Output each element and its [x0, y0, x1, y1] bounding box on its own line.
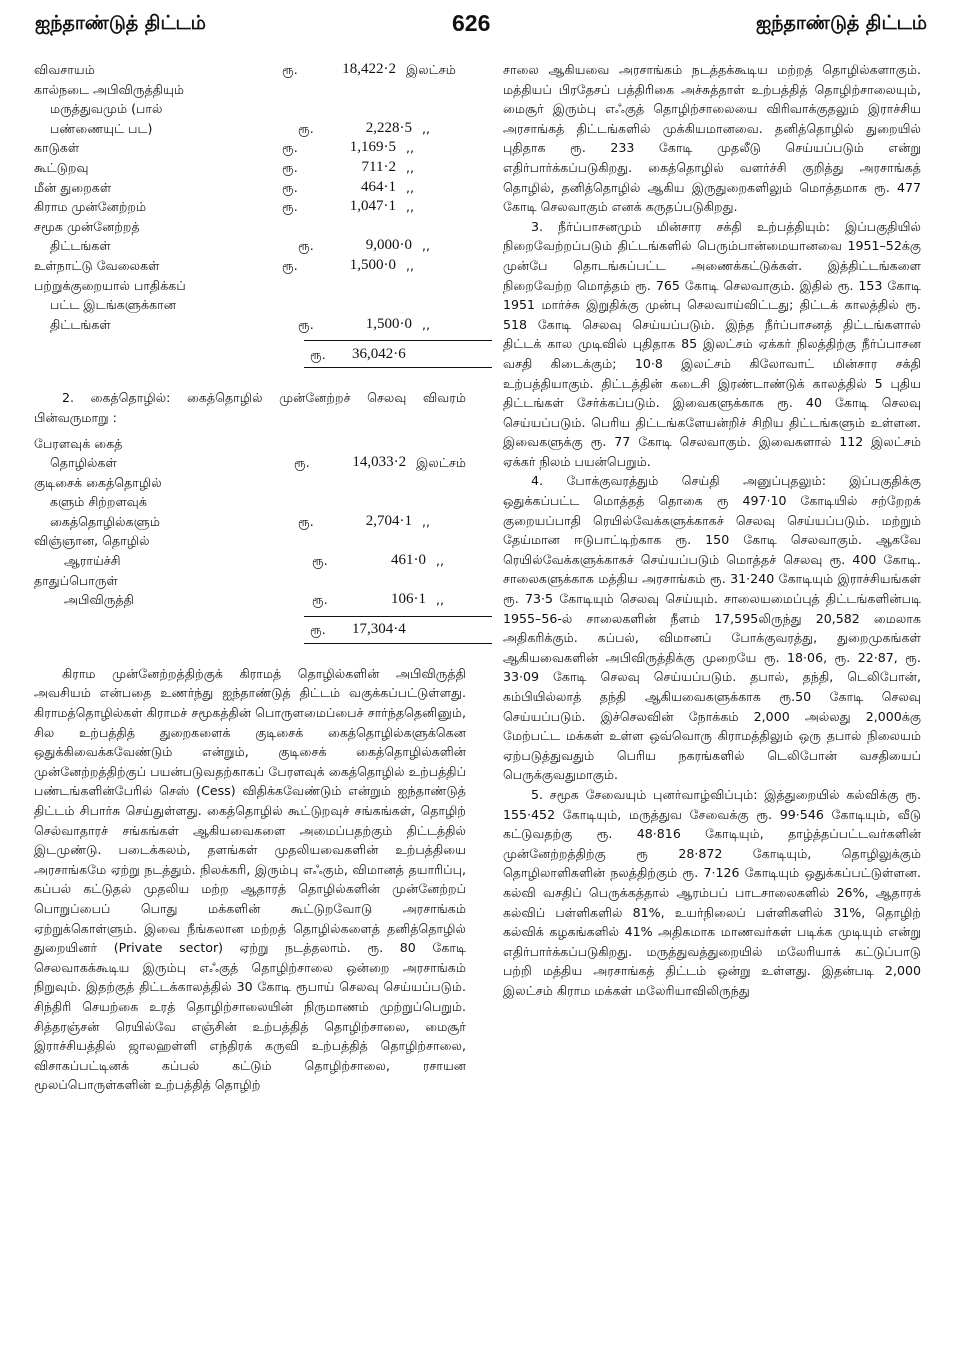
row-unit: [418, 492, 466, 512]
row-value: [340, 295, 418, 315]
table-total-row: [304, 340, 492, 368]
row-label: திட்டங்கள்: [50, 238, 111, 254]
table-row: [34, 119, 466, 139]
row-value: 1,500·0: [365, 315, 412, 332]
table-row: [34, 60, 466, 80]
row-label: பண்ணையுட் பட): [50, 120, 153, 136]
section-paragraph-social-service: 5. சமூக சேவையும் புனர்வாழ்விப்பும்: இத்துறையில் கல்விக்கு ரூ. 155·452 கோடியும், மருத்துவ சேவைக்கு ரூ. 99·546 கோடியும், வீடு கட்டுவதற்கு ரூ. 48·816 கோடியும், தாழ்த்தப்பட்டவர்களின் முன்னேற்றத்திற்கு ரூ 28·872 கோடியும், தொழிலுக்கும் தொழிலாளிகளின் நலத்திற்கும் ரூ. 7·126 கோடியும் ஒதுக்கப்பட்டுள்ளன. கல்வி வசதிப் பெருக்கத்தால் ஆரம்பப் பாடசாலைகளில் 26%, ஆதாரக் கல்விப் பள்ளிகளில் 81%, உயர்நிலைப் பள்ளிகளில் 31%, தொழிற் கல்விக் கழகங்களில் 41% அதிகமாக மாணவர்கள் படிக்க முடியும் என்று எதிர்பார்க்கப்படுகிறது. மருத்துவத்துறையில் மலேரியாக் கட்டுப்பாடு பற்றி மத்திய அரசாங்கத் திட்டம் ஒன்று உள்ளது. இதன்படி 2,000 இலட்சம் கிராம மக்கள் மலேரியாவிலிருந்து: [503, 786, 921, 998]
row-value: 1,500·0: [349, 256, 396, 273]
row-currency: ரூ.: [298, 120, 314, 136]
row-label: ஆராய்ச்சி: [64, 553, 121, 569]
row-unit: [418, 99, 466, 119]
row-label: விஞ்ஞான, தொழில்: [34, 533, 150, 549]
row-label: விவசாயம்: [34, 62, 95, 77]
row-currency: ரூ.: [312, 592, 328, 608]
row-unit: ,,: [436, 592, 445, 608]
row-label: சமூக முன்னேற்றத்: [34, 218, 140, 234]
row-currency: ரூ.: [282, 257, 298, 273]
row-unit: ,,: [406, 140, 415, 156]
right-column: [503, 60, 921, 1001]
row-currency: [298, 295, 340, 315]
section-paragraph-irrigation: 3. நீர்ப்பாசனமும் மின்சார சக்தி உற்பத்தியும்: இப்பகுதியில் நிறைவேற்றப்படும் திட்டங்களில் பெரும்பான்மையானவை 1951–52க்கு முன்பே தொடங்கப்பட்ட அணைக்கட்டுக்கள். இத்திட்டங்களை நிறைவேற்ற மொத்தம் ரூ. 765 கோடி செலவாகும். இதில் ரூ. 153 கோடி 1951 மார்ச்சு இறுதிக்கு முன்பு செலவாய்விட்டது; திட்டக் காலத்தில் ரூ. 518 கோடி செலவு செய்யப்படும். இந்த நீர்ப்பாசனத் திட்டங்களால் திட்டக் கால முடிவில் புதிதாக 85 இலட்சம் ஏக்கர் நிலத்திற்கு நீர்ப்பாசன வசதி கிடைக்கும்; 10·8 இலட்சம் கிலோவாட் மின்சார சக்தி உற்பத்தியாகும். திட்டத்தின் கடைசி இரண்டாண்டுக் காலத்தில் 5 புதிய திட்டங்கள் சேர்க்கப்படும். இவைகளுக்காக ரூ. 40 கோடி செலவு செய்யப்படும். பெரிய திட்டங்களேயன்றிச் சிறிய திட்டங்களும் உள்ளன. இவைகளுக்கு ரூ. 77 கோடி செலவாகும். இவைகளால் 112 இலட்சம் ஏக்கர் நிலம் பயன்பெறும்.: [503, 218, 921, 469]
row-label: மீன் துறைகள்: [34, 179, 112, 195]
row-unit: [402, 434, 466, 454]
row-unit: ,,: [436, 553, 445, 569]
section-heading-industry: 2. கைத்தொழில்: கைத்தொழில் முன்னேற்றச் செலவு விவரம் பின்வருமாறு :: [34, 390, 466, 425]
row-label: அபிவிருத்தி: [64, 592, 135, 608]
row-currency: ரூ.: [282, 140, 298, 156]
row-value: [324, 571, 402, 591]
expense-table-industry: [34, 434, 466, 610]
row-currency: ரூ.: [298, 238, 314, 254]
row-value: 2,228·5: [365, 119, 412, 136]
table-row: [34, 178, 466, 198]
row-unit: ,,: [406, 159, 415, 175]
table-row: [34, 80, 466, 100]
table-row: [34, 434, 466, 454]
row-unit: ,,: [422, 120, 431, 136]
row-currency: [282, 276, 324, 296]
row-value: 711·2: [361, 158, 396, 175]
row-currency: ரூ.: [298, 513, 314, 529]
table-row: [34, 571, 466, 591]
row-value: 1,169·5: [349, 139, 396, 156]
row-value: [324, 276, 402, 296]
table-row: [34, 551, 466, 571]
table-row: [34, 158, 466, 178]
row-label: கைத்தொழில்களும்: [50, 513, 161, 529]
table-row: [34, 590, 466, 610]
row-currency: ரூ.: [282, 199, 298, 215]
table-row: [34, 473, 466, 493]
row-unit: ,,: [406, 199, 415, 215]
row-unit: ,,: [406, 257, 415, 273]
row-value: [324, 217, 402, 237]
row-currency: [298, 492, 340, 512]
table-row: [34, 236, 466, 256]
row-unit: ,,: [422, 316, 431, 332]
total-currency: ரூ.: [310, 622, 326, 638]
table-row: [34, 217, 466, 237]
table-row: [34, 295, 466, 315]
row-label: காடுகள்: [34, 140, 80, 156]
row-unit: [402, 276, 466, 296]
row-currency: [298, 99, 340, 119]
row-currency: [282, 571, 324, 591]
row-value: [324, 434, 402, 454]
row-unit: [402, 217, 466, 237]
row-value: [324, 531, 402, 551]
table-row: [34, 138, 466, 158]
body-paragraph: சாலை ஆகியவை அரசாங்கம் நடத்தக்கூடிய மற்றத் தொழில்களாகும். மத்தியப் பிரதேசப் பத்திரிகை அச்சுத்தாள் உற்பத்தித் தொழிற்சாலையும், மைசூர் இரும்பு எஃகுத் தொழிற்சாலையை விரிவாக்குதலும் இராச்சிய அரசாங்கத் திட்டங்களில் முக்கியமானவை. தனித்தொழில் துறையில் புதிதாக ரூ. 233 கோடி முதலீடு செய்யப்படும் என்று எதிர்பார்க்கப்படுகிறது. கைத்தொழில் வளர்ச்சி குறித்து அரசாங்கத் தொழில், தனித்தொழில் ஆகிய இருதுறைகளிலும் மொத்தமாக ரூ. 477 கோடி செலவாகும் எனக் கருதப்படுகிறது.: [503, 62, 921, 215]
row-value: 106·1: [391, 591, 426, 608]
row-label: தாதுப்பொருள்: [34, 572, 118, 588]
row-value: 14,033·2: [352, 454, 407, 471]
page-number: 626: [452, 10, 491, 36]
row-currency: [282, 217, 324, 237]
table-row: [34, 256, 466, 276]
row-currency: ரூ.: [282, 159, 298, 175]
body-paragraph: கிராம முன்னேற்றத்திற்குக் கிராமத் தொழில்களின் அபிவிருத்தி அவசியம் என்பதை உணர்ந்து ஐந்தாண்டுத் திட்டம் வகுக்கப்பட்டுள்ளது. கிராமத்தொழில்கள் கிராமச் சமூகத்தின் பொருளமைப்பைச் சார்ந்ததெனினும், சில உற்பத்தித் துறைகளைக் குடிசைக் கைத்தொழில்களுக்கென ஒதுக்கிவைக்கவேண்டும் என்றும், குடிசைக் கைத்தொழில்களின் முன்னேற்றத்திற்குப் பயன்படுவதற்காகப் பேரளவுக் கைத்தொழில் உற்பத்திப் பண்டங்களின்பேரில் செஸ் (Cess) விதிக்கவேண்டும் என்றும் ஐந்தாண்டுத் திட்டம் சிபார்சு செய்துள்ளது. கைத்தொழில் கூட்டுறவுச் சங்கங்கள், தொழிற் செல்வாதாரச் சங்கங்கள் ஆகியவைகளை அமைப்பதற்கும் திட்டத்தில் இடமுண்டு. படைக்கலம், தளங்கள் முதலியவைகளின் உற்பத்தியை அரசாங்கமே ஏற்று நடத்தும். நிலக்கரி, இரும்பு எஃகும், விமானத் தயாரிப்பு, கப்பல் கட்டுதல் முதலிய மற்ற ஆதாரத் தொழில்களின் முன்னேற்றப் பொறுப்பைப் பொது மக்களின் கூட்டுறவோடு அரசாங்கம் ஏற்றுக்கொள்ளும். இவை நீங்கலான மற்றத் தொழில்களைத் தனித்தொழில் துறையினர் (Private sector) ஏற்று நடத்தலாம். ரூ. 80 கோடி செலவாகக்கூடிய இரும்பு எஃகுத் தொழிற்சாலை ஒன்றை அரசாங்கம் நிறுவும். இதற்குத் திட்டக்காலத்தில் 30 கோடி ரூபாய் செலவு செய்யப்படும். சிந்திரி செயற்கை உரத் தொழிற்சாலையின் நிருமாணம் முற்றுப்பெறும். சித்தரஞ்சன் ரெயில்வே எஞ்சின் உற்பத்தித் தொழிற்சாலை, மைசூர் இராச்சியத்தில் ஜாலஹள்ளி எந்திரக் கருவி உற்பத்தித் தொழிற்சாலை, விசாகப்பட்டினக் கப்பல் கட்டும் தொழிற்சாலை, ரசாயன மூலப்பொருள்களின் உற்பத்தித் தொழிற்: [34, 665, 466, 1093]
row-label: பற்றுக்குறையால் பாதிக்கப்: [34, 277, 186, 293]
row-label: கால்நடை அபிவிருத்தியும்: [34, 81, 185, 97]
table-row: [34, 453, 466, 473]
running-header-right: ஐந்தாண்டுத் திட்டம்: [756, 12, 927, 34]
row-unit: [418, 295, 466, 315]
row-unit: ,,: [406, 179, 415, 195]
expense-table-agriculture: [34, 60, 466, 334]
row-value: 2,704·1: [365, 512, 412, 529]
table-total-row: [304, 616, 492, 644]
row-currency: [282, 80, 324, 100]
table-row: [34, 531, 466, 551]
row-unit: [402, 571, 466, 591]
row-label: கிராம முன்னேற்றம்: [34, 199, 147, 215]
row-unit: இலட்சம்: [416, 455, 467, 471]
table-row: [34, 276, 466, 296]
table-row: [34, 512, 466, 532]
row-label: மருத்துவமும் (பால்: [50, 101, 163, 117]
row-value: 461·0: [391, 552, 426, 569]
row-unit: [402, 531, 466, 551]
row-currency: ரூ.: [282, 62, 298, 77]
row-unit: ,,: [422, 238, 431, 254]
left-column: [34, 60, 466, 1095]
row-unit: ,,: [422, 513, 431, 529]
row-label: திட்டங்கள்: [50, 316, 111, 332]
row-label: பட்ட இடங்களுக்கான: [50, 297, 176, 313]
row-value: [340, 492, 418, 512]
section-paragraph-transport: 4. போக்குவரத்தும் செய்தி அனுப்புதலும்: இப்பகுதிக்கு ஒதுக்கப்பட்ட மொத்தத் தொகை ரூ 497·10 கோடியில் சற்றேறக் குறையப்பாதி ரெயில்வேக்களுக்காகச் செலவு செய்யப்படும். மற்றும் தேய்மான ஈடுபாட்டிற்காக ரூ. 150 கோடி செலவாகும். ஆகவே ரெயில்வேக்களுக்காகச் செய்யப்படும் மொத்தச் செலவு ரூ. 400 கோடி. சாலைகளுக்காக மத்திய அரசாங்கம் ரூ. 31·240 கோடியும் இராச்சியங்கள் ரூ. 73·5 கோடியும் செலவு செய்யும். சாலையமைப்புத் திட்டங்களின்படி 1955–56-ல் சாலைகளின் நீளம் 17,595லிருந்து 20,582 மைலாக அதிகரிக்கும். கப்பல், விமானப் போக்குவரத்து, துறைமுகங்கள் ஆகியவைகளின் அபிவிருத்திக்கு முறையே ரூ. 18·06, ரூ. 22·87, ரூ. 33·09 கோடி செலவு செய்யப்படும். தபால், தந்தி, டெலிபோன், கம்பியில்லாத் தந்தி ஆகியவைகளுக்காக ரூ.50 கோடி செலவு செய்யப்படும். இச்செலவின் நோக்கம் 2,000 அல்லது 2,000க்கு மேற்பட்ட மக்கள் உள்ள ஒவ்வொரு கிராமத்திலும் ஒரு தபால் நிலையம் ஏற்படுத்துவதும் பெரிய நகரங்களில் டெலிபோன் வசதியைப் பெருக்குவதுமாகும்.: [503, 473, 921, 783]
row-value: 18,422·2: [342, 61, 396, 77]
row-value: 9,000·0: [365, 237, 412, 254]
row-value: [340, 99, 418, 119]
row-label: கூட்டுறவு: [34, 159, 89, 175]
row-value: [324, 473, 402, 493]
table-row: [34, 492, 466, 512]
row-value: [324, 80, 402, 100]
row-value: 1,047·1: [349, 198, 396, 215]
table-row: [34, 197, 466, 217]
row-value: 464·1: [361, 178, 396, 195]
total-value: 17,304·4: [352, 621, 406, 638]
row-label: குடிசைக் கைத்தொழில்: [34, 474, 162, 490]
table-row: [34, 99, 466, 119]
row-currency: ரூ.: [282, 179, 298, 195]
total-value: 36,042·6: [352, 345, 406, 362]
row-label: தொழில்கள்: [50, 455, 117, 471]
total-currency: ரூ.: [310, 346, 326, 362]
row-label: உள்நாட்டு வேலைகள்: [34, 257, 160, 273]
row-unit: [402, 80, 466, 100]
row-currency: ரூ.: [294, 455, 310, 471]
row-currency: [282, 531, 324, 551]
row-currency: ரூ.: [298, 316, 314, 332]
row-currency: ரூ.: [312, 553, 328, 569]
row-label: களும் சிற்றளவுக்: [50, 494, 147, 510]
row-currency: [282, 434, 324, 454]
row-unit: இலட்சம்: [406, 62, 456, 77]
running-header-left: ஐந்தாண்டுத் திட்டம்: [35, 12, 206, 34]
row-currency: [282, 473, 324, 493]
row-label: பேரளவுக் கைத்: [34, 435, 123, 451]
row-unit: [402, 473, 466, 493]
table-row: [34, 315, 466, 335]
